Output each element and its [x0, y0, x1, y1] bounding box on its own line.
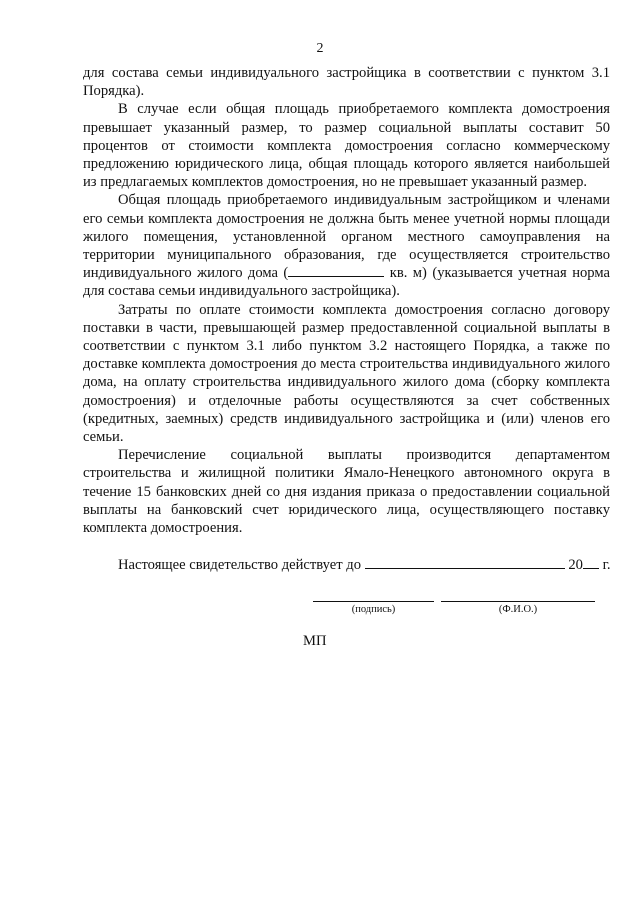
name-caption: (Ф.И.О.): [498, 604, 538, 615]
validity-century: 20: [568, 557, 583, 573]
validity-prefix: Настоящее свидетельство действует до: [118, 557, 362, 573]
signature-line: [313, 601, 434, 602]
paragraph-costs: Затраты по оплате стоимости комплекта домостроения согласно договору поставки в части, превышающей размер предоставленной социальной выплаты в соответствии с пунктом 3.1 либо пунктом 3.2 настоящего Порядка, а также по доставке комплекта домостроения до места строительства индивидуального жилого дома, на оплату строительства индивидуального жилого дома (сборку комплекта домостроения) и отделочные работы осуществляются за счет собственных (кредитных, заемных) средств индивидуального застройщика и (или) членов его семьи.: [83, 301, 610, 446]
stamp-label: МП: [303, 633, 327, 649]
document-body: [83, 64, 610, 537]
name-line: [441, 601, 595, 602]
page-number: 2: [316, 41, 324, 56]
validity-line: [118, 556, 618, 574]
paragraph-transfer: Перечисление социальной выплаты производится департаментом строительства и жилищной политики Ямало-Ненецкого автономного округа в течение 15 банковских дней со дня издания приказа о предоставлении социальной выплаты на банковский счет юридического лица, осуществляющего поставку комплекта домостроения.: [83, 447, 610, 537]
validity-suffix: г.: [602, 557, 611, 573]
paragraph-minimum-area: [83, 191, 610, 300]
paragraph-continuation: для состава семьи индивидуального застройщика в соответствии с пунктом 3.1 Порядка).: [83, 65, 610, 100]
paragraph-minimum-area-text-end: кв. м) (указывается учетная норма для состава семьи индивидуального застройщика).: [83, 265, 610, 300]
norm-area-blank: [288, 264, 384, 277]
signature-caption: (подпись): [351, 604, 396, 615]
paragraph-area-excess: В случае если общая площадь приобретаемого комплекта домостроения превышает указанный размер, то размер социальной выплаты составит 50 процентов от стоимости комплекта домостроения согласно коммерческому предложению юридического лица, общая площадь которого является наибольшей из предлагаемых комплектов домостроения, но не превышает указанный размер.: [83, 101, 610, 191]
validity-date-blank: [365, 556, 565, 569]
paragraph-minimum-area-text-start: Общая площадь приобретаемого индивидуальным застройщиком и членами его семьи комплекта домостроения не должна быть менее учетной нормы площади жилого помещения, установленной органом местного самоуправления на территории муниципального образования, где осуществляется строительство индивидуального жилого дома (: [83, 192, 610, 282]
validity-year-blank: [583, 556, 599, 569]
